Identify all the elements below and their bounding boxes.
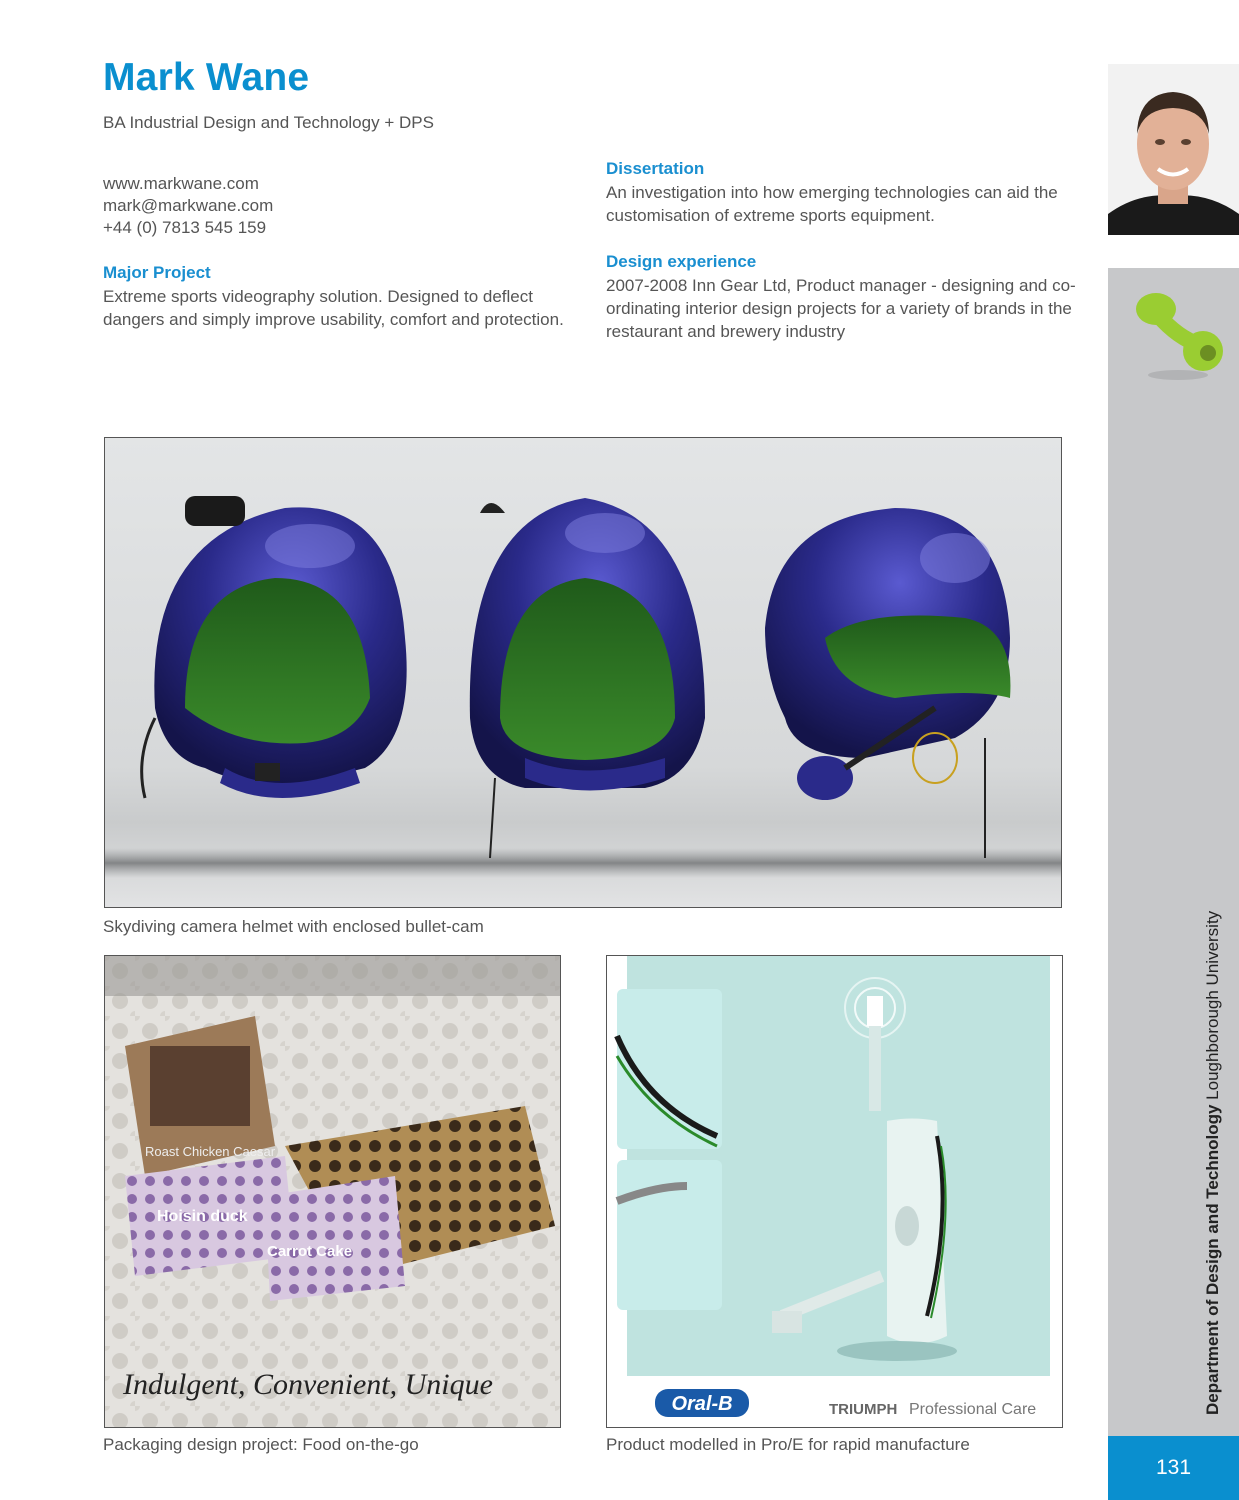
helmet-caption: Skydiving camera helmet with enclosed bullet-cam (103, 917, 484, 936)
experience-heading: Design experience (606, 252, 757, 271)
major-project-heading: Major Project (103, 263, 211, 282)
dissertation-section (606, 159, 1076, 227)
dissertation-text: An investigation into how emerging technologies can aid the customisation of extreme sports equipment. (606, 183, 1058, 225)
experience-section (606, 252, 1076, 343)
packaging-image (104, 955, 561, 1428)
pack-label-carrot: Carrot Cake (267, 1243, 353, 1260)
oral-b-logo-text: Oral-B (671, 1393, 733, 1415)
sidebar-vertical-label (1203, 911, 1223, 1415)
department-name: Department of Design and Technology (1203, 1104, 1222, 1415)
toothbrush-image (606, 955, 1063, 1428)
dissertation-heading: Dissertation (606, 159, 705, 178)
toothbrush-caption: Product modelled in Pro/E for rapid manufacture (606, 1435, 970, 1454)
packaging-caption: Packaging design project: Food on-the-go (103, 1435, 419, 1454)
pack-label-roast: Roast Chicken Caesar (145, 1144, 276, 1159)
website-link[interactable]: www.markwane.com (103, 174, 259, 193)
helmet-front-view (470, 498, 705, 858)
page-number: 131 (1108, 1436, 1239, 1500)
product-name-rest: Professional Care (909, 1401, 1037, 1418)
major-project-text: Extreme sports videography solution. Designed to deflect dangers and simply improve usability, comfort and protection. (103, 287, 564, 329)
helmet-render-image (104, 437, 1062, 908)
degree-title: BA Industrial Design and Technology + DPS (103, 113, 434, 132)
helmet-left-view (142, 496, 407, 798)
pack-label-hoisin: Hoisin duck (157, 1208, 248, 1225)
experience-text: 2007-2008 Inn Gear Ltd, Product manager - designing and co-ordinating interior design projects for a variety of brands in the restaurant and brewery industry (606, 276, 1076, 341)
contact-block (103, 173, 273, 239)
packaging-tagline: Indulgent, Convenient, Unique (123, 1368, 493, 1401)
phone-number: +44 (0) 7813 545 159 (103, 218, 267, 237)
helmet-side-view (765, 508, 1010, 858)
major-project-section (103, 263, 573, 331)
student-name: Mark Wane (103, 56, 310, 99)
university-logo-icon (1128, 283, 1228, 383)
product-name-bold: TRIUMPH (829, 1401, 898, 1418)
email-link[interactable]: mark@markwane.com (103, 196, 274, 215)
university-name: Loughborough University (1203, 910, 1222, 1100)
student-photo (1108, 64, 1239, 235)
